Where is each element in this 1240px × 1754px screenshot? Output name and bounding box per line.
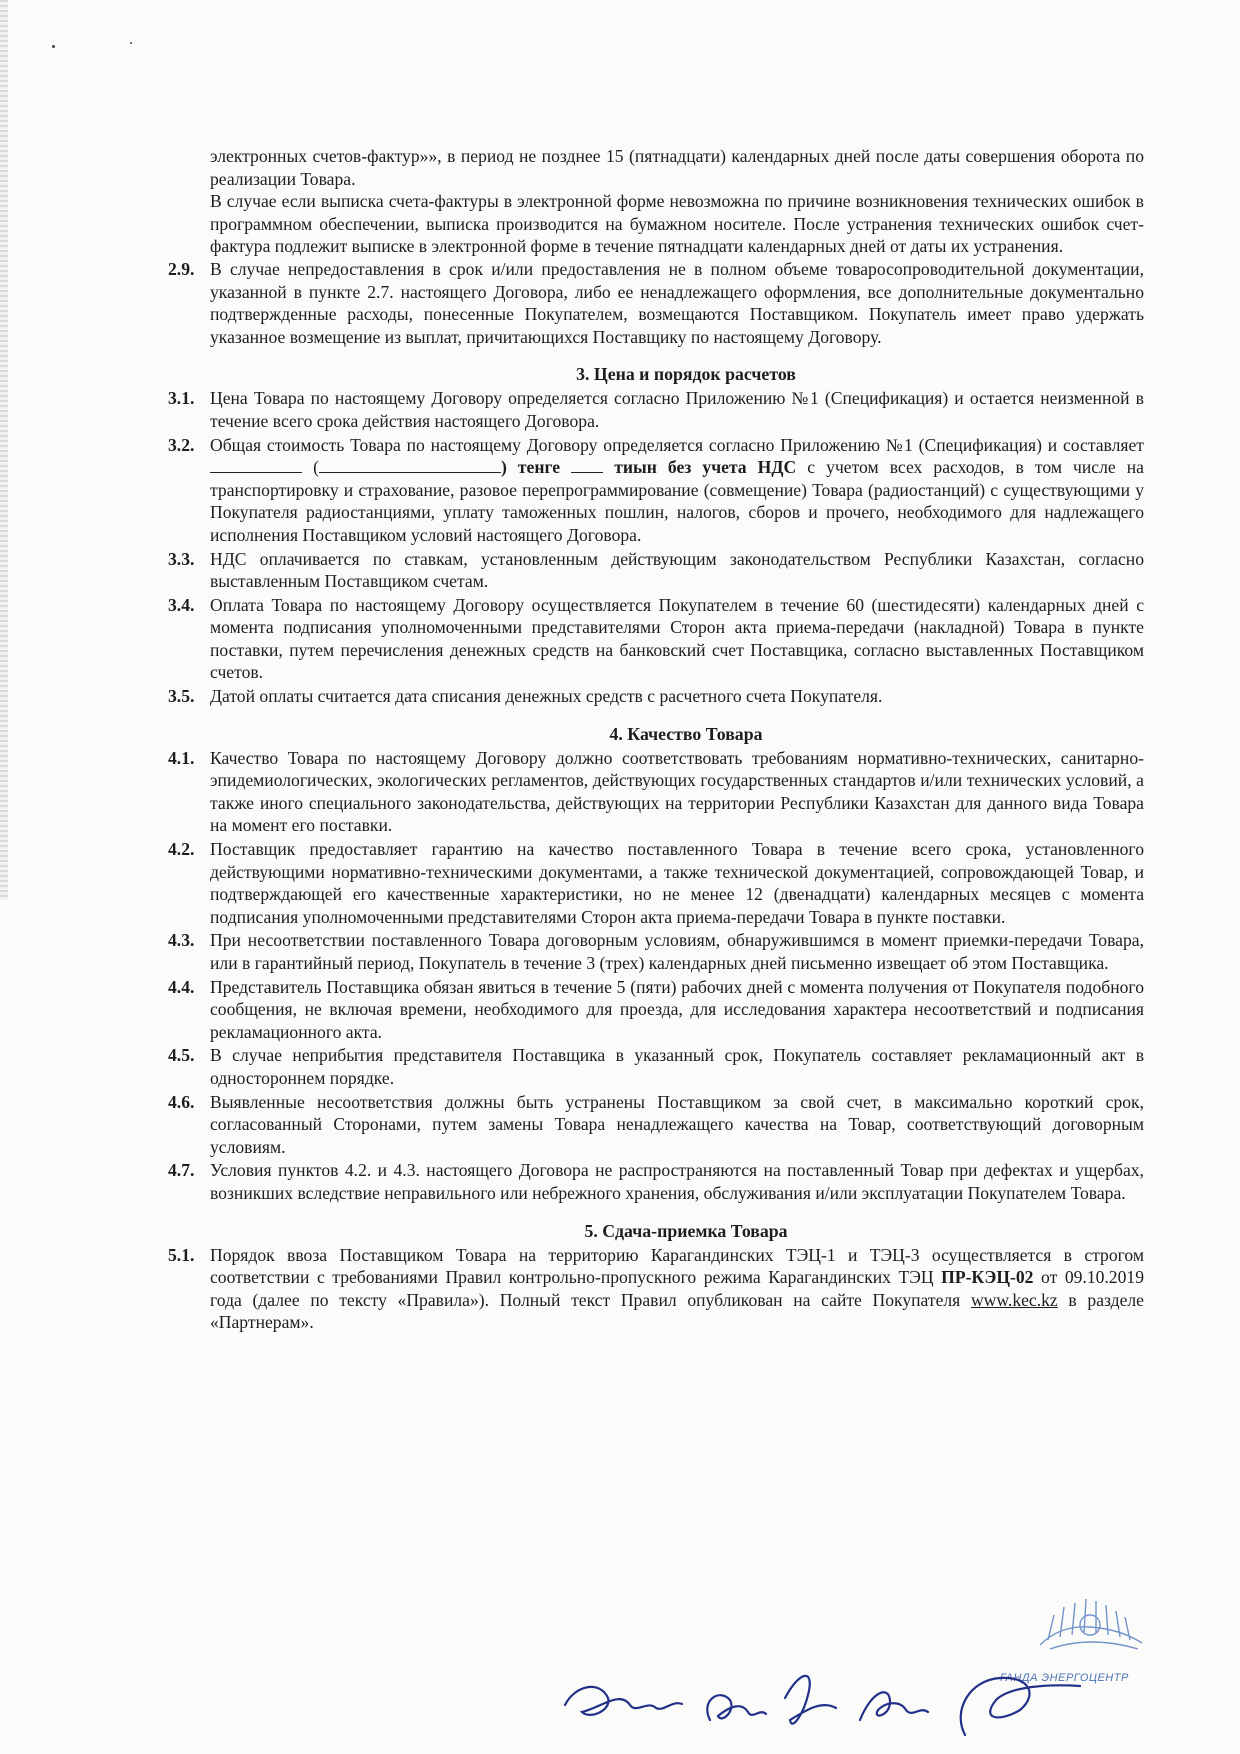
clause-4-6	[168, 1091, 1144, 1159]
clause-text: Датой оплаты считается дата списания денежных средств с расчетного счета Покупателя.	[210, 686, 883, 707]
clause-number: 3.2.	[168, 434, 195, 455]
clause-text: Оплата Товара по настоящему Договору осуществляется Покупателем в течение 60 (шестидесяти) календарных дней с момента подписания уполномоченными представителями Сторон акта приема-передачи (накладной) Товара в пункте поставки, путем перечисления денежных средств на банковский счет Поставщика, согласно выставленных Поставщиком счетов.	[210, 594, 1144, 683]
signature-2	[707, 1695, 766, 1720]
clause-4-3	[168, 929, 1144, 974]
clause-3-1	[168, 387, 1144, 432]
company-stamp	[1030, 1585, 1150, 1655]
clause-text: НДС оплачивается по ставкам, установленным действующим законодательством Республики Казахстан, согласно выставленным Поставщиком счетам.	[210, 548, 1144, 592]
amount-blank	[210, 456, 302, 473]
clause-text: В случае неприбытия представителя Поставщика в указанный срок, Покупатель составляет рекламационный акт в одностороннем порядке.	[210, 1045, 1144, 1088]
scan-edge	[0, 0, 8, 900]
scan-speck	[52, 45, 55, 48]
clause-4-5	[168, 1044, 1144, 1089]
signatures	[560, 1650, 1200, 1750]
tiyn-blank	[571, 456, 603, 473]
section-5-title: 5. Сдача-приемка Товара	[584, 1220, 788, 1241]
clause-text-rest: с учетом всех расходов, в том числе на транспортировку и страхование, разовое перепрограммирование (совмещение) Товара (радиостанций) с существующими у Покупателя радиостанциями, уплату таможенных пошлин, налогов, сборов и прочего, необходимого для надлежащего исполнения Поставщиком условий настоящего Договора.	[210, 457, 1144, 545]
stamp-text: ГАНДА ЭНЕРГОЦЕНТР	[1000, 1672, 1129, 1684]
clause-text: В случае непредоставления в срок и/или предоставления не в полном объеме товаросопроводительной документации, указанной в пункте 2.7. настоящего Договора, либо ее ненадлежащего оформления, все дополнительные документально подтвержденные расходы, понесенные Покупателем, возмещаются Поставщиком. Покупатель имеет право удержать указанное возмещение из выплат, причитающихся Поставщику по настоящему Договору.	[210, 258, 1144, 347]
clause-3-5	[168, 685, 1144, 708]
clause-number: 3.3.	[168, 548, 195, 569]
clause-text: Цена Товара по настоящему Договору определяется согласно Приложению №1 (Спецификация) и остается неизменной в течение всего срока действия настоящего Договора.	[210, 388, 1144, 431]
section-4-title: 4. Качество Товара	[609, 723, 763, 744]
signature-4	[860, 1692, 928, 1720]
website-link[interactable]: www.kec.kz	[970, 1289, 1058, 1310]
amount-open-paren: (	[313, 457, 319, 478]
clause-text: Поставщик предоставляет гарантию на качество поставленного Товара в течение всего срока, установленного действующими нормативно-техническими документами, а также технической документацией, сопровождающей Товар, и подтверждающей его качественные характеристики, но не менее 12 (двенадцати) календарных месяцев с момента подписания уполномоченными представителями Сторон акта приема-передачи Товара в пункте поставки.	[210, 839, 1144, 927]
tiyn-vat-label: тиын без учета НДС	[614, 457, 797, 478]
paragraph-2-8-continuation: электронных счетов-фактур»», в период не позднее 15 (пятнадцати) календарных дней после даты совершения оборота по реализации Товара.	[210, 146, 1144, 189]
clause-3-2	[168, 434, 1144, 547]
signature-3	[785, 1676, 836, 1724]
clause-number: 4.4.	[168, 976, 195, 997]
clause-text: Порядок ввоза Поставщиком Товара на территорию Карагандинских ТЭЦ-1 и ТЭЦ-3 осуществляется в строгом соответствии с требованиями Правил контрольно-пропускного режима Карагандинских ТЭЦ	[210, 1244, 1144, 1288]
clause-number: 4.2.	[168, 839, 195, 860]
rules-code: ПР-КЭЦ-02	[941, 1267, 1034, 1288]
clause-number: 2.9.	[168, 258, 195, 279]
clause-number: 4.7.	[168, 1160, 195, 1181]
clause-4-1	[168, 747, 1144, 837]
clause-4-4	[168, 976, 1144, 1044]
clause-text: Выявленные несоответствия должны быть устранены Поставщиком за свой счет, в максимально короткий срок, согласованный Сторонами, путем замены Товара ненадлежащего качества на Товар, соответствующий договорным условиям.	[210, 1091, 1144, 1157]
section-3-title: 3. Цена и порядок расчетов	[576, 364, 796, 385]
document-page	[168, 145, 1144, 1335]
clause-number: 3.4.	[168, 594, 195, 615]
clause-number: 3.1.	[168, 388, 195, 409]
clause-text: Качество Товара по настоящему Договору должно соответствовать требованиям нормативно-технических, санитарно-эпидемиологических, экологических регламентов, действующих государственных стандартов и/или технических условий, а также иного специального законодательства, действующих на территории Республики Казахстан для данного вида Товара на момент его поставки.	[210, 747, 1144, 836]
clause-text: При несоответствии поставленного Товара договорным условиям, обнаружившимся в момент приемки-передачи Товара, или в гарантийный период, Покупатель в течение 3 (трех) календарных дней письменно извещает об этом Поставщика.	[210, 930, 1144, 973]
clause-text: Условия пунктов 4.2. и 4.3. настоящего Договора не распространяются на поставленный Товар при дефектах и ущербах, возникших вследствие неправильного или небрежного хранения, обслуживания и/или эксплуатации Покупателем Товара.	[210, 1160, 1144, 1203]
clause-text: Общая стоимость Товара по настоящему Договору определяется согласно Приложению №1 (Спецификация) и составляет	[210, 434, 1144, 455]
clause-3-3	[168, 548, 1144, 593]
amount-words-blank	[319, 456, 501, 473]
clause-text-end: в разделе «Партнерам».	[210, 1289, 1144, 1333]
clause-number: 3.5.	[168, 686, 195, 707]
clause-number: 4.1.	[168, 747, 195, 768]
clause-5-1	[168, 1244, 1144, 1334]
clause-text-middle: от 09.10.2019 года (далее по тексту «Правила»). Полный текст Правил опубликован на сайте Покупателя	[210, 1267, 1144, 1310]
paragraph-2-8-note: В случае если выписка счета-фактуры в электронной форме невозможна по причине возникновения технических ошибок в программном обеспечении, выписка производится на бумажном носителе. После устранения технических ошибок счет-фактура подлежит выписке в электронной форме в течение пятнадцати календарных дней от даты их устранения.	[210, 191, 1144, 257]
clause-number: 4.5.	[168, 1045, 195, 1066]
clause-number: 4.3.	[168, 930, 195, 951]
clause-text: Представитель Поставщика обязан явиться в течение 5 (пяти) рабочих дней с момента получения от Покупателя подобного сообщения, не включая времени, необходимого для проезда, для исследования характера несоответствий и подписания рекламационного акта.	[210, 976, 1144, 1042]
tenge-label: ) тенге	[500, 457, 561, 478]
clause-4-2	[168, 838, 1144, 928]
signature-5	[961, 1678, 1080, 1735]
clause-2-9	[168, 258, 1144, 348]
clause-4-7	[168, 1159, 1144, 1204]
scan-speck	[130, 42, 132, 44]
signature-1	[565, 1687, 682, 1715]
clause-number: 5.1.	[168, 1244, 195, 1265]
clause-number: 4.6.	[168, 1091, 195, 1112]
clause-3-4	[168, 594, 1144, 684]
